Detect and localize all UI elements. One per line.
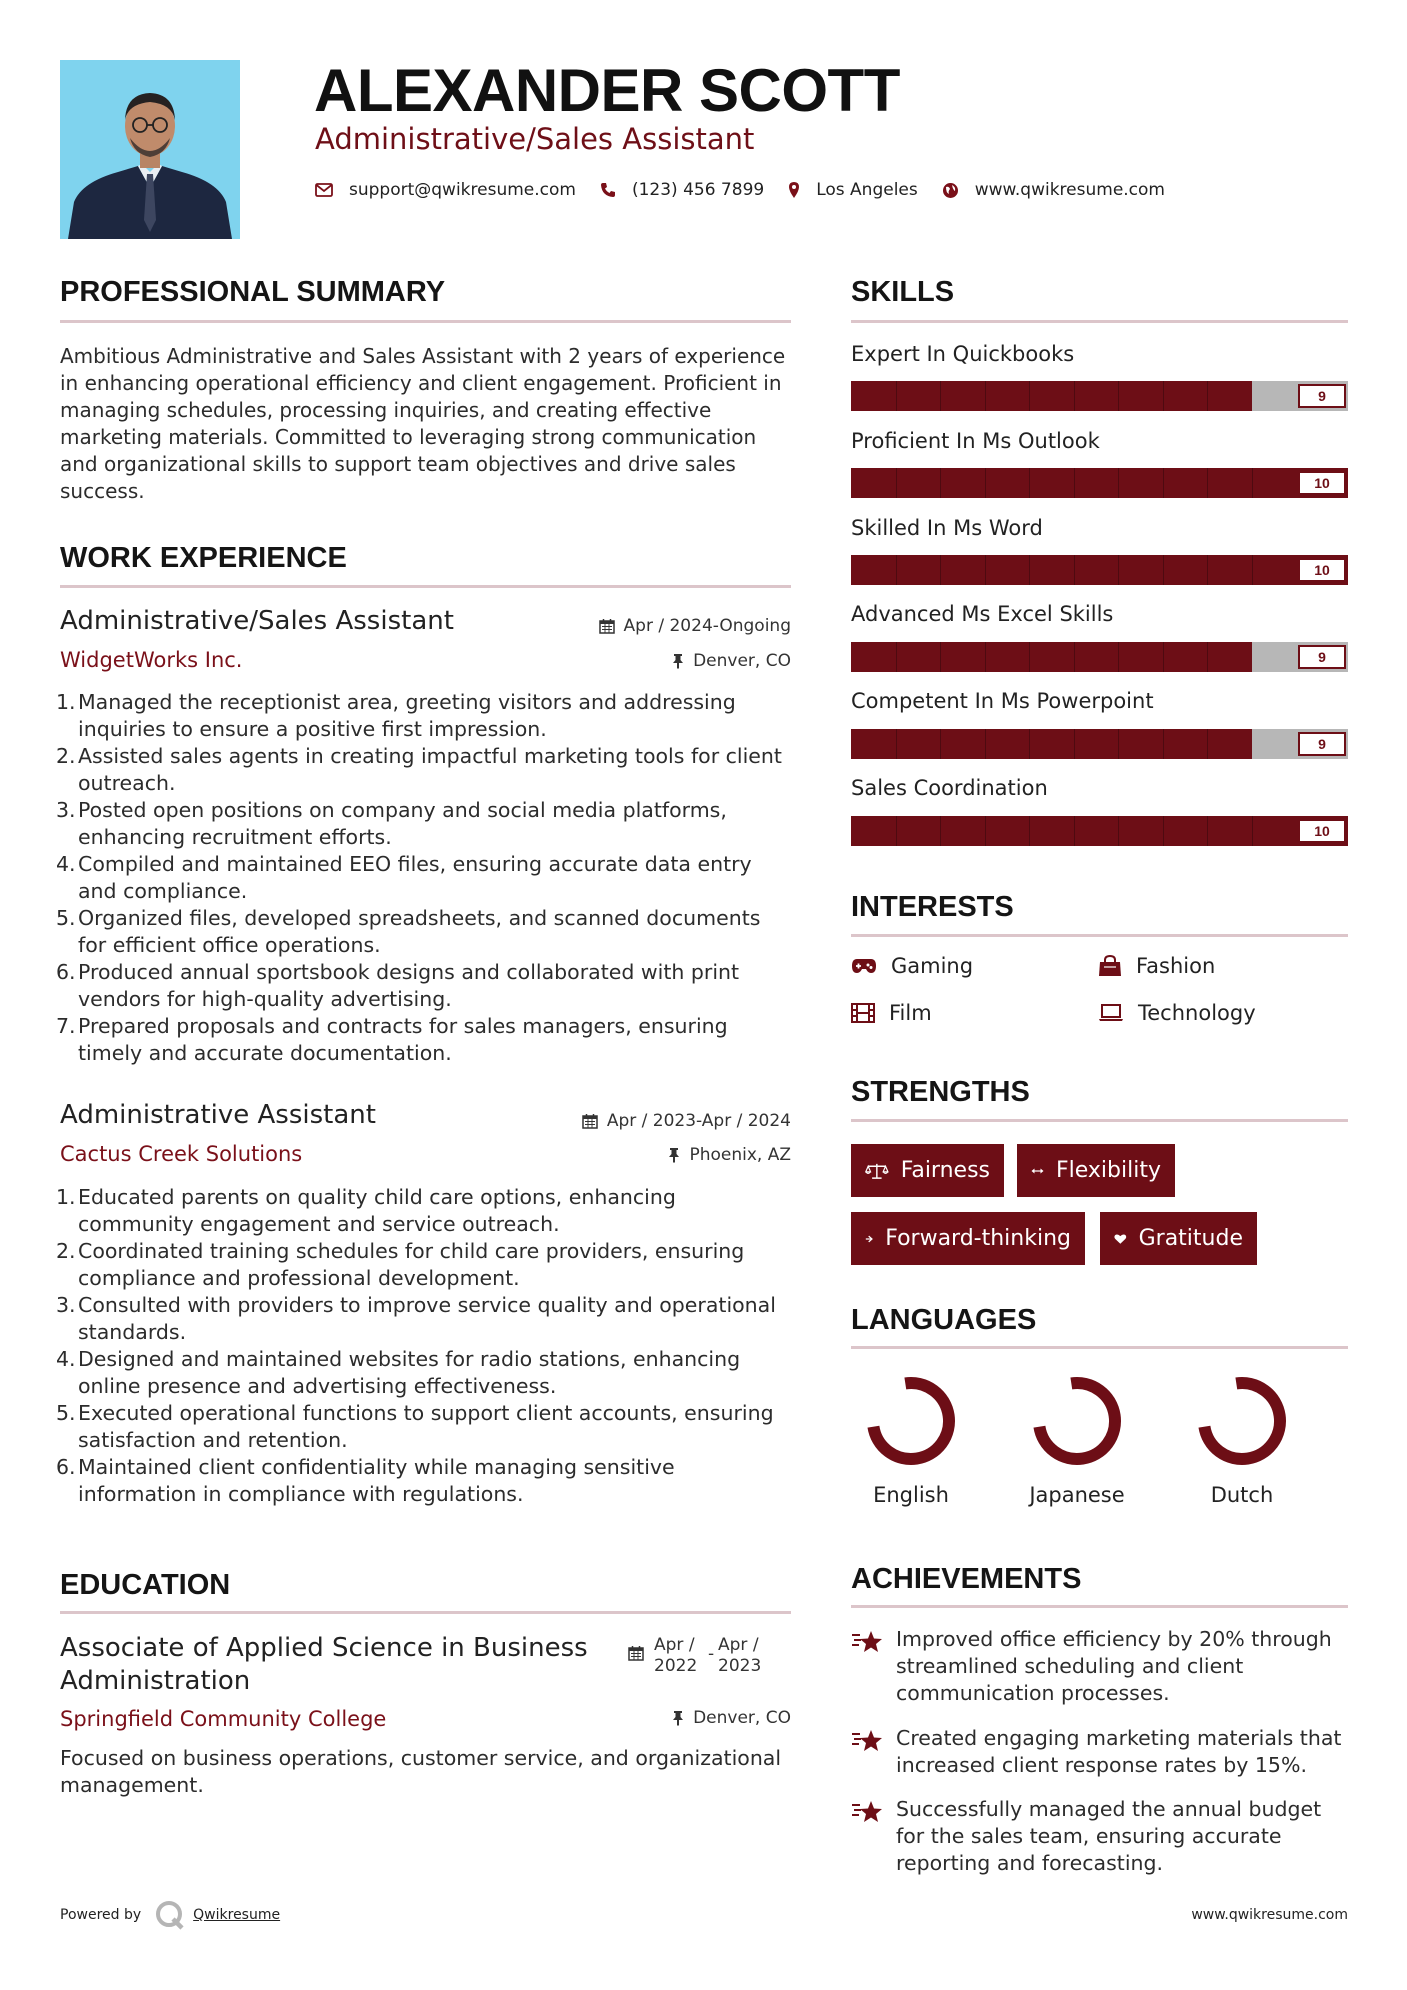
achievement-item-2 (851, 1725, 1351, 1779)
interest-fashion (1098, 954, 1215, 978)
language-dutch (1167, 1373, 1317, 1507)
skill-bar-segment (985, 555, 986, 585)
contact-website[interactable] (942, 180, 1165, 200)
phone-text: (123) 456 7899 (631, 180, 765, 200)
powered-by-text: Powered by (60, 1907, 142, 1923)
interest-label: Film (889, 1001, 932, 1025)
calendar-icon (628, 1645, 644, 1661)
job-dates-2 (582, 1111, 791, 1131)
contact-email[interactable] (315, 180, 576, 200)
list-item: 6. Produced annual sportsbook designs and collaborated with print vendors for high-quality advertising. (56, 960, 740, 1011)
pushpin-icon (672, 653, 684, 669)
skill-bar-segment (1163, 642, 1164, 672)
laptop-icon (1098, 1004, 1124, 1022)
email-text: support@qwikresume.com (349, 180, 576, 200)
list-item: 6. Maintained client confidentiality while managing sensitive information in compliance with regulations. (56, 1455, 675, 1506)
education-location-text: Denver, CO (693, 1708, 791, 1728)
list-item: 5. Organized files, developed spreadsheets, and scanned documents for efficient office operations. (56, 906, 761, 957)
calendar-icon (599, 618, 615, 634)
education-location (672, 1708, 791, 1728)
job-location-2 (668, 1145, 791, 1165)
qwikresume-link[interactable]: Qwikresume (193, 1907, 281, 1923)
list-item: 4. Designed and maintained websites for radio stations, enhancing online presence and advertising effectiveness. (56, 1347, 741, 1398)
job-dates-1 (599, 616, 791, 636)
candidate-role: Administrative/Sales Assistant (315, 122, 755, 156)
skill-bar-segment (985, 729, 986, 759)
balance-scale-icon (865, 1160, 889, 1182)
skill-label-6: Sales Coordination (851, 776, 1048, 800)
skill-bar-segment (985, 381, 986, 411)
skill-bar-segment (1163, 555, 1164, 585)
contact-bar (315, 178, 1189, 202)
list-item: 3. Consulted with providers to improve service quality and operational standards. (56, 1293, 776, 1344)
skill-bar-fill (851, 381, 1252, 411)
skill-bar-segment (1029, 642, 1030, 672)
envelope-icon (315, 183, 333, 197)
list-item: 3. Posted open positions on company and social media platforms, enhancing recruitment efforts. (56, 798, 727, 849)
skill-bar-segment (1074, 729, 1075, 759)
strength-forward-thinking (851, 1212, 1085, 1265)
job-bullets-2 (56, 1184, 795, 1508)
list-item: 2. Coordinated training schedules for child care providers, ensuring compliance and professional development. (56, 1239, 745, 1290)
skills-divider (851, 320, 1348, 323)
skill-bar-segment (1074, 381, 1075, 411)
skill-bar-segment (1207, 642, 1208, 672)
gamepad-icon (851, 958, 877, 974)
strength-gratitude (1100, 1212, 1257, 1265)
job-company-2: Cactus Creek Solutions (60, 1142, 303, 1166)
summary-divider (60, 320, 791, 323)
language-level-ring (1029, 1373, 1125, 1469)
skill-score-3: 10 (1298, 558, 1346, 582)
skill-bar-segment (940, 816, 941, 846)
education-divider (60, 1611, 791, 1614)
skill-bar-fill (851, 468, 1348, 498)
education-dates (628, 1635, 794, 1677)
profile-photo (60, 60, 240, 239)
achievement-item-3 (851, 1796, 1351, 1877)
skill-bar-segment (1207, 555, 1208, 585)
list-item: 1. Managed the receptionist area, greeting visitors and addressing inquiries to ensure a positive first impression. (56, 690, 736, 741)
job-title-2: Administrative Assistant (60, 1100, 376, 1130)
language-name: English (873, 1483, 949, 1507)
skill-bar-1 (851, 381, 1348, 411)
interests-heading: INTERESTS (851, 891, 1014, 923)
skill-bar-segment (1118, 816, 1119, 846)
strength-flexibility (1017, 1144, 1175, 1197)
language-name: Dutch (1210, 1483, 1274, 1507)
shooting-star-icon (851, 1728, 885, 1754)
skill-bar-segment (1207, 381, 1208, 411)
skill-bar-segment (1029, 816, 1030, 846)
job-title-1: Administrative/Sales Assistant (60, 606, 454, 636)
interests-divider (851, 934, 1348, 937)
skill-score-5: 9 (1298, 732, 1346, 756)
skill-bar-3 (851, 555, 1348, 585)
list-item: 2. Assisted sales agents in creating impactful marketing tools for client outreach. (56, 744, 782, 795)
skill-bar-segment (1029, 381, 1030, 411)
film-icon (851, 1003, 875, 1023)
language-japanese (1002, 1373, 1152, 1507)
skill-bar-segment (896, 381, 897, 411)
language-level-ring (863, 1373, 959, 1469)
experience-divider (60, 585, 791, 588)
skill-bar-segment (1118, 381, 1119, 411)
skill-bar-segment (1074, 555, 1075, 585)
location-text: Los Angeles (816, 180, 918, 200)
degree-title: Associate of Applied Science in Business Administration (60, 1633, 588, 1696)
skill-bar-segment (896, 729, 897, 759)
contact-location (788, 180, 918, 200)
education-date-end: Apr / 2023 (718, 1635, 762, 1676)
skill-bar-4 (851, 642, 1348, 672)
skill-bar-segment (985, 468, 986, 498)
job-location-1 (672, 651, 791, 671)
languages-heading: LANGUAGES (851, 1304, 1037, 1336)
skill-score-1: 9 (1298, 384, 1346, 408)
experience-heading: WORK EXPERIENCE (60, 542, 347, 574)
skill-bar-segment (940, 381, 941, 411)
skill-bar-segment (1118, 555, 1119, 585)
list-item: 7. Prepared proposals and contracts for sales managers, ensuring timely and accurate documentation. (56, 1014, 728, 1065)
interest-technology (1098, 1001, 1256, 1025)
shooting-star-icon (851, 1629, 885, 1655)
skill-bar-segment (896, 642, 897, 672)
job-company-1: WidgetWorks Inc. (60, 648, 243, 672)
skill-bar-segment (1163, 381, 1164, 411)
job-dates-text-1: Apr / 2024-Ongoing (623, 616, 791, 636)
education-description: Focused on business operations, customer service, and organizational management. (60, 1746, 782, 1797)
skill-bar-segment (1118, 729, 1119, 759)
pushpin-icon (668, 1147, 680, 1163)
strength-fairness (851, 1144, 1004, 1197)
skill-bar-segment (1163, 729, 1164, 759)
strength-label: Fairness (900, 1158, 990, 1183)
arrow-right-icon (865, 1230, 873, 1248)
job-location-text-2: Phoenix, AZ (689, 1145, 791, 1165)
interest-label: Technology (1138, 1001, 1256, 1025)
skill-bar-segment (896, 468, 897, 498)
achievement-text: Successfully managed the annual budget for the sales team, ensuring accurate reporting and forecasting. (896, 1797, 1322, 1875)
skill-bar-segment (1118, 468, 1119, 498)
phone-icon (600, 182, 616, 198)
skill-score-2: 10 (1298, 471, 1346, 495)
contact-phone[interactable] (600, 180, 764, 200)
education-heading: EDUCATION (60, 1569, 231, 1601)
interest-label: Fashion (1136, 954, 1216, 978)
candidate-name: ALEXANDER SCOTT (314, 57, 900, 124)
skill-bar-segment (940, 642, 941, 672)
skills-heading: SKILLS (851, 276, 955, 308)
list-item: 4. Compiled and maintained EEO files, ensuring accurate data entry and compliance. (56, 852, 752, 903)
language-english (836, 1373, 986, 1507)
skill-bar-segment (1029, 468, 1030, 498)
achievement-item-1 (851, 1626, 1351, 1707)
strengths-divider (851, 1119, 1348, 1122)
achievements-heading: ACHIEVEMENTS (851, 1563, 1082, 1595)
skill-label-2: Proficient In Ms Outlook (851, 429, 1100, 453)
interest-film (851, 1001, 932, 1025)
education-date-start: Apr / 2022 (654, 1635, 698, 1676)
skill-bar-segment (1252, 555, 1253, 585)
globe-icon (942, 182, 959, 199)
language-name: Japanese (1029, 1483, 1125, 1507)
skill-score-6: 10 (1298, 819, 1346, 843)
strength-label: Flexibility (1056, 1158, 1161, 1183)
heart-icon (1114, 1229, 1127, 1249)
strength-label: Gratitude (1138, 1226, 1243, 1251)
skill-bar-segment (985, 642, 986, 672)
map-marker-icon (788, 181, 800, 199)
calendar-icon (582, 1113, 598, 1129)
strength-label: Forward-thinking (885, 1226, 1071, 1251)
skill-bar-segment (1029, 555, 1030, 585)
skill-score-4: 9 (1298, 645, 1346, 669)
qwikresume-logo-icon (155, 1900, 185, 1930)
languages-divider (851, 1346, 1348, 1349)
shopping-bag-icon (1098, 955, 1122, 977)
summary-heading: PROFESSIONAL SUMMARY (60, 276, 446, 308)
skill-bar-segment (1252, 816, 1253, 846)
school-name: Springfield Community College (60, 1707, 387, 1731)
skill-bar-segment (1163, 816, 1164, 846)
skill-bar-segment (1074, 816, 1075, 846)
job-bullets-1 (56, 689, 795, 1067)
skill-bar-segment (1207, 468, 1208, 498)
footer-website[interactable]: www.qwikresume.com (1191, 1907, 1348, 1923)
skill-bar-segment (985, 816, 986, 846)
skill-bar-segment (896, 816, 897, 846)
list-item: 1. Educated parents on quality child care options, enhancing community engagement and service outreach. (56, 1185, 676, 1236)
job-dates-text-2: Apr / 2023-Apr / 2024 (606, 1111, 791, 1131)
skill-bar-segment (1207, 729, 1208, 759)
job-location-text-1: Denver, CO (693, 651, 791, 671)
skill-bar-2 (851, 468, 1348, 498)
skill-label-5: Competent In Ms Powerpoint (851, 689, 1154, 713)
achievements-divider (851, 1605, 1348, 1608)
skill-bar-5 (851, 729, 1348, 759)
list-item: 5. Executed operational functions to support client accounts, ensuring satisfaction and retention. (56, 1401, 774, 1452)
skill-bar-segment (896, 555, 897, 585)
skill-label-1: Expert In Quickbooks (851, 342, 1075, 366)
shooting-star-icon (851, 1799, 885, 1825)
language-level-ring (1194, 1373, 1290, 1469)
footer-powered-by (60, 1898, 280, 1932)
skill-bar-fill (851, 816, 1348, 846)
interest-label: Gaming (891, 954, 974, 978)
double-arrow-icon (1031, 1164, 1044, 1178)
skill-bar-segment (1029, 729, 1030, 759)
achievement-text: Created engaging marketing materials that increased client response rates by 15%. (896, 1726, 1342, 1777)
skill-bar-segment (1118, 642, 1119, 672)
skill-bar-fill (851, 729, 1252, 759)
skill-bar-6 (851, 816, 1348, 846)
interest-gaming (851, 954, 973, 978)
skill-bar-segment (1074, 642, 1075, 672)
skill-bar-segment (1207, 816, 1208, 846)
strengths-heading: STRENGTHS (851, 1076, 1030, 1108)
pushpin-icon (672, 1710, 684, 1726)
skill-bar-segment (940, 555, 941, 585)
skill-bar-fill (851, 642, 1252, 672)
achievement-text: Improved office efficiency by 20% through streamlined scheduling and client communication processes. (896, 1627, 1332, 1705)
skill-bar-segment (1163, 468, 1164, 498)
skill-bar-segment (940, 729, 941, 759)
website-text: www.qwikresume.com (974, 180, 1165, 200)
date-separator: - (708, 1644, 715, 1664)
skill-bar-segment (940, 468, 941, 498)
skill-bar-fill (851, 555, 1348, 585)
summary-text: Ambitious Administrative and Sales Assistant with 2 years of experience in enhancing operational efficiency and client engagement. Proficient in managing schedules, processing inquiries, and creating effective marketing materials. Committed to leveraging strong communication and organizational skills to support team objectives and drive sales success. (60, 344, 786, 503)
skill-label-3: Skilled In Ms Word (851, 516, 1043, 540)
skill-bar-segment (1074, 468, 1075, 498)
skill-bar-segment (1252, 468, 1253, 498)
skill-label-4: Advanced Ms Excel Skills (851, 602, 1114, 626)
